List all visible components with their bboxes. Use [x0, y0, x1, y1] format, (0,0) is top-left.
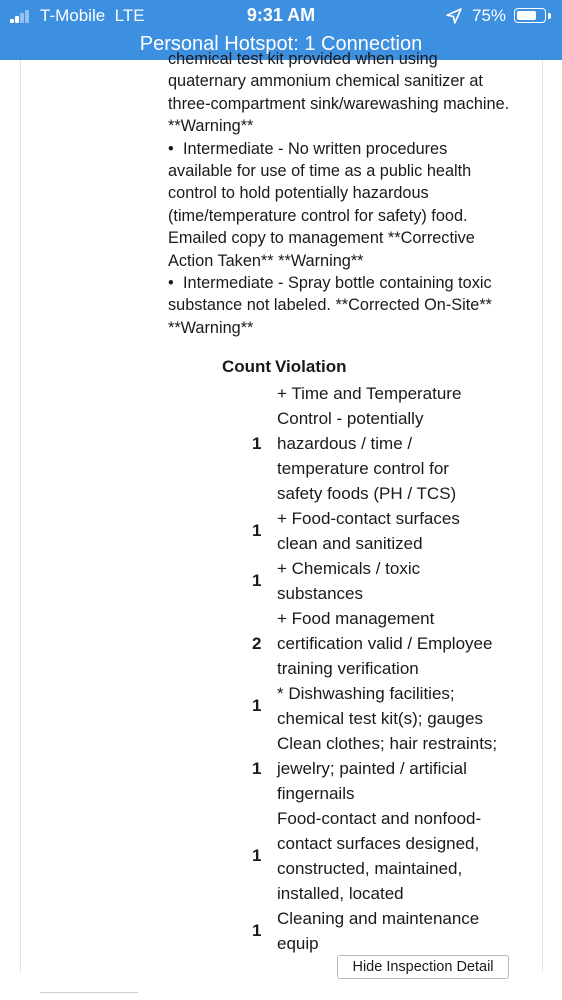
violation-name [277, 556, 517, 606]
count-column-header: Count [222, 357, 272, 376]
violation-line: available for use of time as a public health [168, 162, 472, 181]
violation-count: 1 [252, 433, 262, 453]
violation-name [277, 506, 517, 556]
table-row [222, 806, 522, 906]
violation-count: 1 [252, 758, 262, 778]
violation-name [277, 606, 517, 681]
violation-line: quaternary ammonium chemical sanitizer at [168, 72, 483, 91]
violation-count: 1 [252, 846, 262, 865]
violation-name-line: * Dishwashing facilities; [277, 684, 455, 703]
violation-name-line: contact surfaces designed, [277, 834, 480, 853]
violation-count: 1 [252, 571, 262, 590]
violation-name [277, 381, 517, 506]
violation-name-line: Cleaning and maintenance [277, 909, 480, 928]
violation-name [277, 906, 517, 956]
table-row [222, 681, 522, 731]
violation-name-line: constructed, maintained, [277, 859, 463, 878]
violation-name-line: chemical test kit(s); gauges [277, 709, 483, 728]
violation-name-line: + Time and Temperature [277, 384, 462, 403]
violation-line: three-compartment sink/warewashing machine. [168, 94, 510, 113]
violation-name-line: + Food-contact surfaces [277, 509, 460, 528]
violation-name-line: substances [277, 584, 363, 603]
clock: 9:31 AM [246, 5, 316, 25]
violation-name [277, 731, 517, 806]
network-type: LTE [114, 6, 145, 25]
violation-name-line: Control - potentially [277, 409, 424, 428]
violation-name-line: hazardous / time / [277, 434, 413, 453]
violation-name [277, 806, 517, 906]
divider [40, 992, 138, 993]
violation-line: **Warning** [168, 318, 254, 337]
location-arrow-icon [446, 8, 462, 24]
table-row [222, 731, 522, 806]
battery-fill [517, 11, 537, 20]
violation-name [277, 681, 517, 731]
violation-bullet-line: • Intermediate - No written procedures [168, 138, 518, 160]
violation-bullet-line: • Intermediate - Spray bottle containing toxic [168, 272, 518, 294]
violation-description [168, 48, 518, 339]
hide-inspection-detail-button[interactable]: Hide Inspection Detail [337, 955, 509, 979]
violation-name-line: Food-contact and nonfood- [277, 809, 482, 828]
violation-line: (time/temperature control for safety) food. [168, 206, 468, 225]
violation-name-line: equip [277, 934, 319, 953]
violation-line: control to hold potentially hazardous [168, 184, 429, 203]
table-row [222, 906, 522, 956]
violation-name-line: + Food management [277, 609, 435, 628]
table-row [222, 381, 522, 506]
violation-count: 1 [252, 521, 262, 540]
violation-name-line: clean and sanitized [277, 534, 423, 553]
violation-line: chemical test kit provided when using [168, 50, 438, 68]
battery-tip [548, 13, 551, 19]
violation-column-header: Violation [275, 357, 347, 376]
violation-name-line: + Chemicals / toxic [277, 559, 421, 578]
violation-name-line: installed, located [277, 884, 404, 903]
carrier-name: T-Mobile [40, 6, 106, 25]
violation-line: substance not labeled. **Corrected On-Site** [168, 296, 493, 315]
violation-count: 1 [252, 696, 262, 715]
violation-name-line: certification valid / Employee [277, 634, 493, 653]
violation-name-line: training verification [277, 659, 419, 678]
battery-icon [514, 8, 546, 23]
violation-line: Emailed copy to management **Corrective [168, 229, 475, 248]
violation-count: 2 [252, 633, 262, 653]
battery-percent: 75% [472, 6, 507, 25]
violation-line: **Warning** [168, 117, 254, 136]
violation-name-line: fingernails [277, 784, 355, 803]
table-row [222, 606, 522, 681]
status-bar-row [0, 0, 562, 30]
hotspot-banner[interactable]: Personal Hotspot: 1 Connection [139, 33, 423, 55]
table-row [222, 506, 522, 556]
violation-name-line: Clean clothes; hair restraints; [277, 734, 498, 753]
table-row [222, 556, 522, 606]
violation-name-line: safety foods (PH / TCS) [277, 484, 457, 503]
violation-name-line: temperature control for [277, 459, 449, 478]
violation-line: Action Taken** **Warning** [168, 251, 364, 270]
violation-name-line: jewelry; painted / artificial [277, 759, 467, 778]
violation-count: 1 [252, 921, 262, 940]
